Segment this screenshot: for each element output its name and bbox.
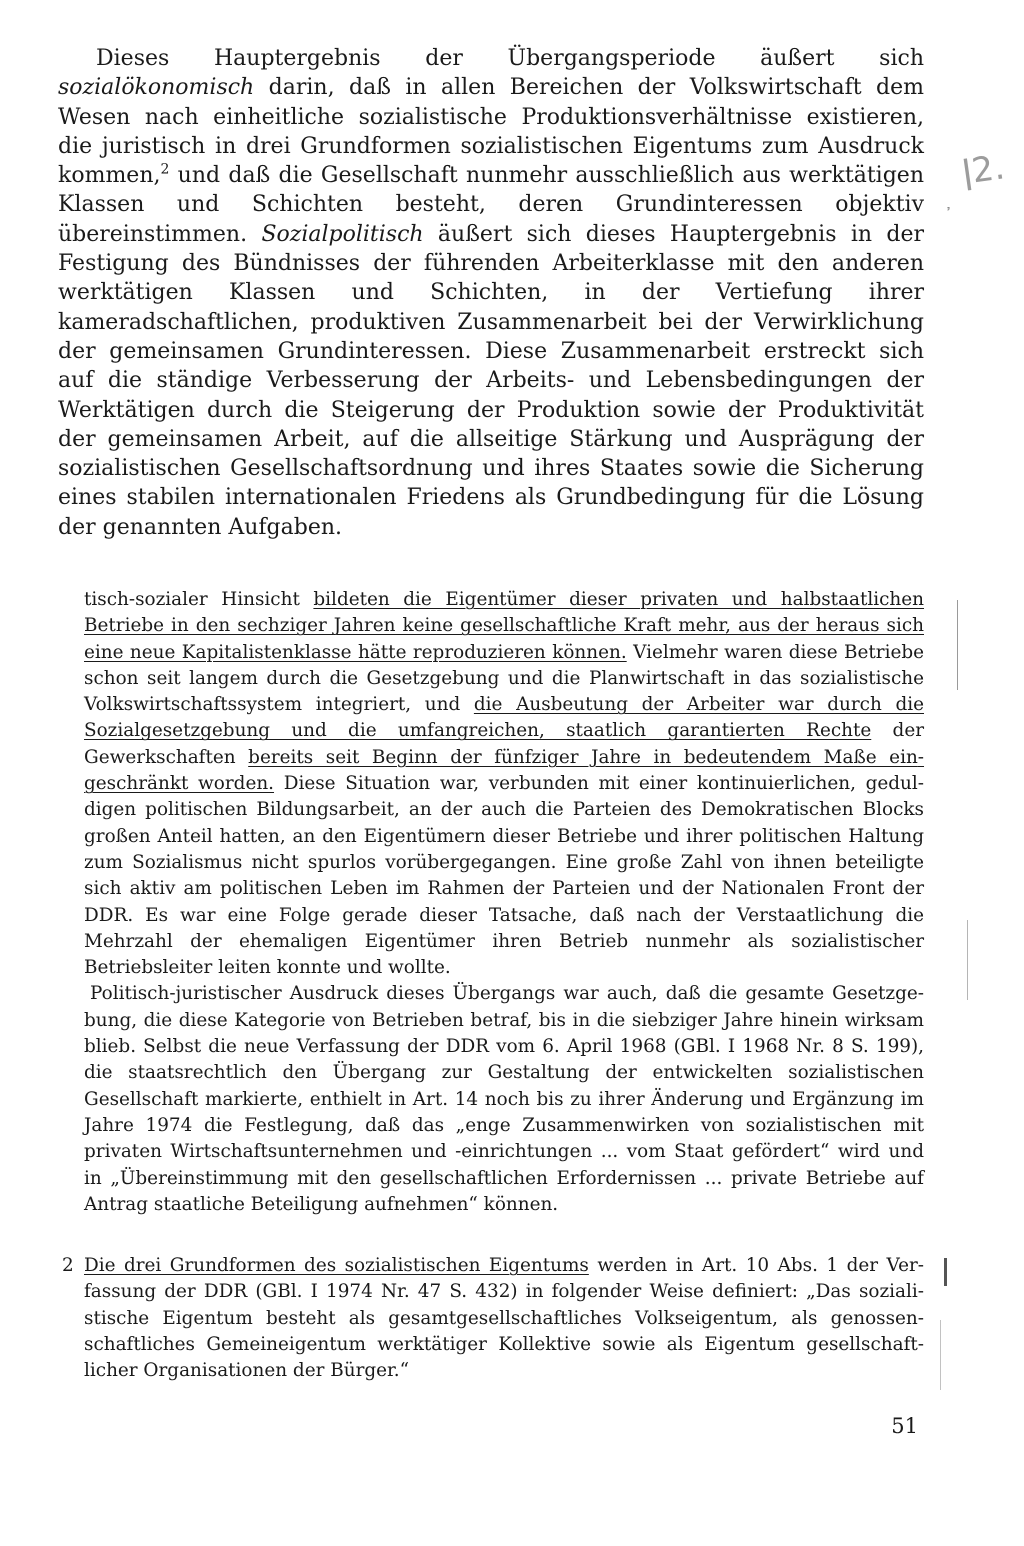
margin-line-mark (944, 1258, 947, 1286)
text-run: und daß die Gesellschaft nunmehr ausschließlich aus werktätigen Klassen und Schichten besteht, deren Grundinteressen objektiv übereinstimmen. (58, 163, 924, 247)
footnote-reference: 2 (160, 161, 170, 178)
text-run: Diese Situation war, verbunden mit einer kontinuierlichen, geduldigen politischen Bildungsarbeit, an der auch die Parteien des Demokratischen Blocks großen Anteil hatten, an den Eigentümern dieser Betriebe und ihrer politischen Haltung zum Sozialismus nicht spurlos vorübergegangen. Eine große Zahl von ihnen beteiligte sich aktiv am politischen Leben im Rahmen der Parteien und der Nationalen Front der DDR. Es war eine Folge gerade dieser Tatsache, daß nach der Verstaatlichung die Mehrzahl der ehemaligen Eigentümer ihren Betrieb nunmehr als sozialistischer Betriebsleiter leiten konnte und wollte. (84, 773, 924, 979)
text-run: darin, daß in allen Bereichen der Volkswirtschaft dem Wesen nach einheitliche sozialistische Produktionsverhältnisse existieren, die juristisch in drei Grundformen sozialistischen Eigentums zum Ausdruck kommen, (58, 75, 924, 189)
handwritten-margin-mark: ǀ2. (959, 147, 1008, 193)
underlined-passage: Die drei Grundformen des sozialistischen Eigentums (84, 1255, 589, 1276)
page-number: 51 (891, 1414, 918, 1438)
underlined-passage: die Ausbeutung der Arbeiter war durch die Sozialgesetzgebung und die umfangreichen, staatlich garantierten Rechte (84, 694, 924, 742)
underlined-passage: bereits seit Beginn der fünfziger Jahre in bedeutendem Maße eingeschränkt worden. (84, 746, 925, 795)
margin-line-mark (967, 920, 968, 1000)
footnote-2 (62, 1253, 924, 1384)
footnote-2-text (84, 1253, 924, 1384)
margin-line-mark (957, 600, 958, 690)
text-run: tisch-sozialer Hinsicht (84, 589, 314, 610)
pencil-dot-mark: ᾿ (944, 205, 953, 226)
emphasis-sozialpolitisch: Sozialpolitisch (261, 221, 424, 247)
underlined-passage: bildeten die Eigentümer dieser privaten und halbstaatlichen Betriebe in den sechziger Jahren keine gesellschaftliche Kraft mehr, aus der heraus sich eine neue Kapitalistenklasse hätte reproduzieren können. (84, 589, 925, 663)
main-text-block (58, 44, 924, 542)
footnote-number: 2 (62, 1255, 74, 1276)
text-run: der Gewerkschaften (84, 720, 924, 768)
margin-line-mark (940, 1320, 941, 1390)
text-run: Dieses Hauptergebnis der Übergangsperiode äußert sich (96, 46, 924, 71)
footnote-block (84, 587, 924, 1218)
text-run: Vielmehr waren diese Betriebe schon seit langem durch die Gesetzgebung und die Planwirtschaft in das sozialistische Volkswirtschaftssystem integriert, und (84, 641, 925, 716)
text-run: werden in Art. 10 Abs. 1 der Verfassung der DDR (GBl. I 1974 Nr. 47 S. 432) in folgender Weise definiert: „Das sozialistische Eigentum besteht als gesamtgesellschaftliches Volkseigentum, als genossenschaftliches Gemeineigentum werktätiger Kollektive sowie als Eigentum gesellschaftlicher Organisationen der Bürger.“ (84, 1255, 924, 1382)
main-paragraph (58, 44, 924, 542)
footnote-paragraph: Politisch-juristischer Ausdruck dieses Übergangs war auch, daß die gesamte Gesetzgebung, die diese Kategorie von Betrieben betraf, bis in die siebziger Jahre hinein wirksam blieb. Selbst die neue Verfassung der DDR vom 6. April 1968 (GBl. I 1968 Nr. 8 S. 199), die staatsrechtlich den Übergang zur Gestaltung der entwickelten sozialistischen Gesellschaft markierte, enthielt in Art. 14 noch bis zu ihrer Änderung und Ergänzung im Jahre 1974 die Festlegung, daß das „enge Zusammenwirken von sozialistischen mit privaten Wirtschaftsunternehmen und -einrichtungen ... vom Staat gefördert“ wird und in „Übereinstimmung mit den gesellschaftlichen Erfordernissen ... private Betriebe auf Antrag staatliche Beteiligung aufnehmen“ können. (84, 983, 924, 1215)
emphasis-sozialoekonomisch: sozialökonomisch (58, 75, 255, 101)
footnote-continuation (84, 587, 924, 981)
text-run: äußert sich dieses Hauptergebnis in der Festigung des Bündnisses der führenden Arbeiterklasse mit den anderen werktätigen Klassen und Schichten, in der Vertiefung ihrer kameradschaftlichen, produktiven Zusammenarbeit bei der Verwirklichung der gemeinsamen Grundinteressen. Diese Zusammenarbeit erstreckt sich auf die ständige Verbesserung der Arbeits- und Lebensbedingungen der Werktätigen durch die Steigerung der Produktion sowie der Produktivität der gemeinsamen Arbeit, auf die allseitige Stärkung und Ausprägung der sozialistischen Gesellschaftsordnung und ihres Staates sowie die Sicherung eines stabilen internationalen Friedens als Grundbedingung für die Lösung der genannten Aufgaben. (58, 221, 925, 540)
